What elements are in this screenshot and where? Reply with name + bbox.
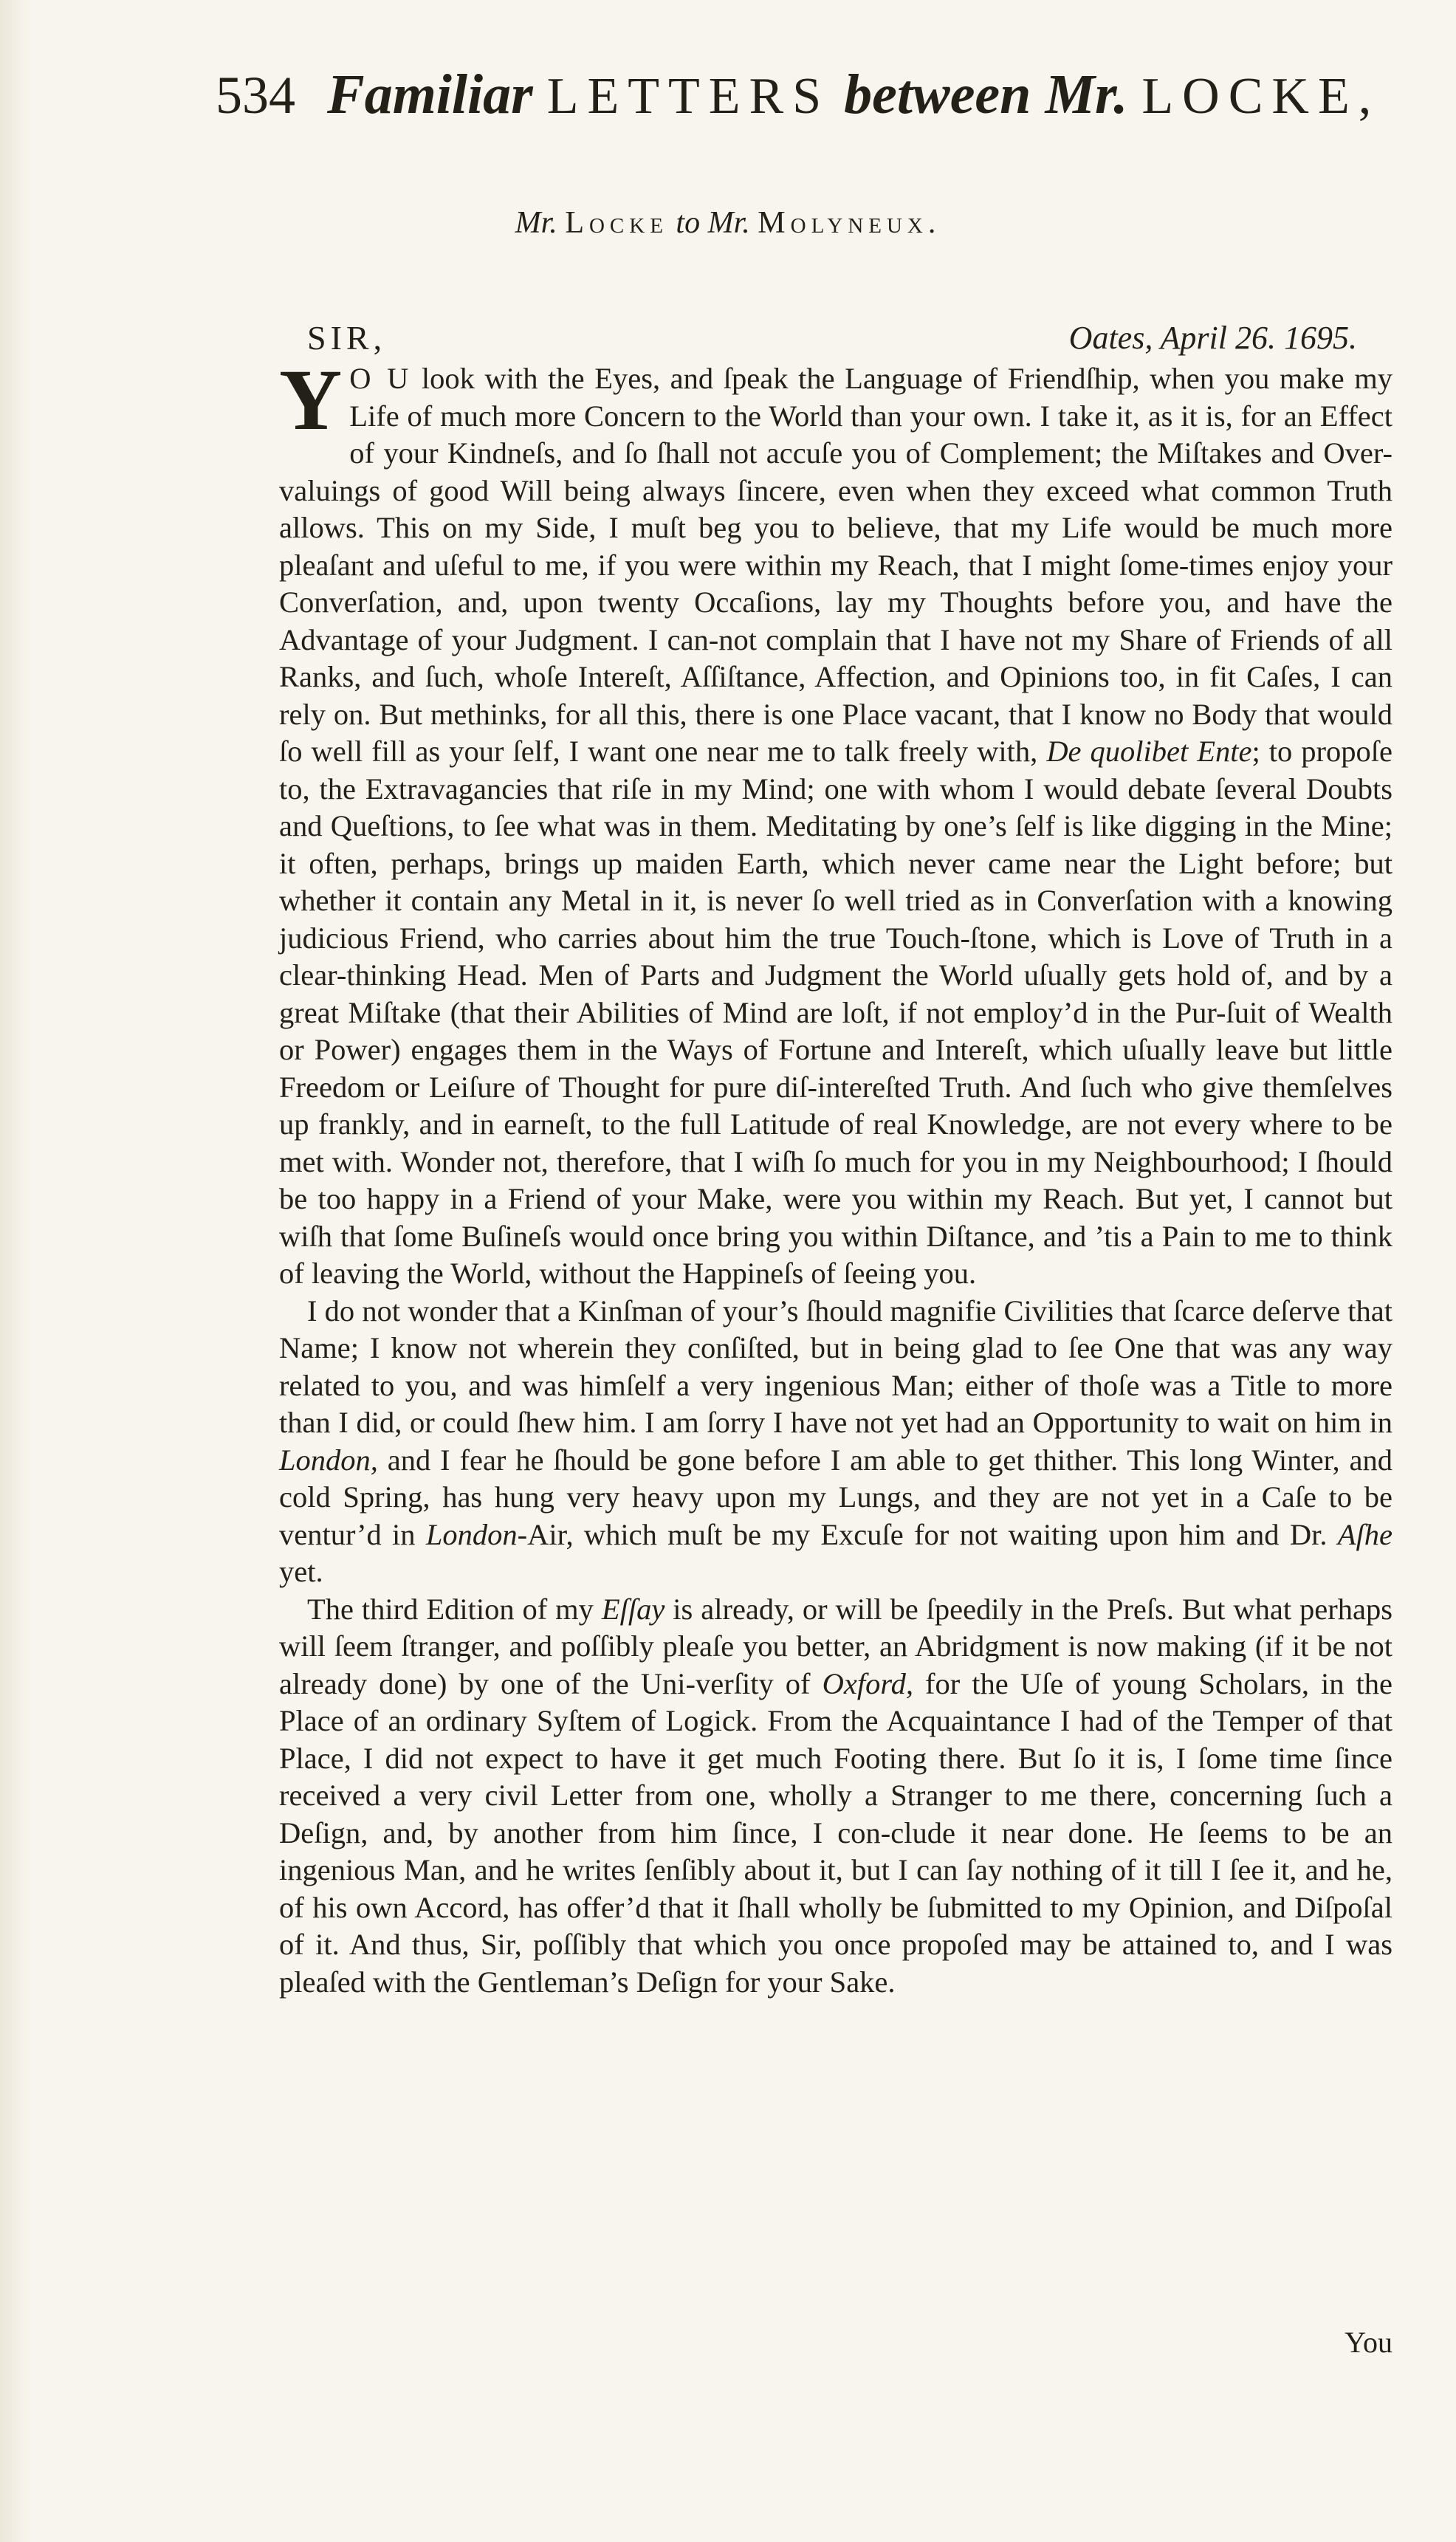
paragraph-3-text-b: is already, or will be ſpeedily in the Preſs. But what perhaps will ſeem ſtranger, and poſſibly pleaſe you better, an Abridgment is now making (if it be not already done) by one of the Uni-verſity of [279, 1592, 1393, 1700]
title-to-word: to [676, 206, 701, 240]
head-word-letters: LETTERS [546, 68, 831, 125]
paragraph-2 [279, 1293, 1393, 1591]
paragraph-3-text-a: The third Edition of my [307, 1592, 594, 1626]
place-london-1: London, [279, 1443, 378, 1477]
paragraph-3-text-c: for the Uſe of young Scholars, in the Place of an ordinary Syſtem of Logick. From the Acquaintance I had of the Temper of that Place, I did not expect to have it get much Footing there. But ſo it is, I ſome time ſince received a very civil Letter from one, wholly a Stranger to me there, concerning ſuch a Deſign, and, by another from him ſince, I con-clude it near done. He ſeems to be an ingenious Man, and he writes ſenſibly about it, but I can ſay nothing of it till I ſee it, and he, of his own Accord, has offer’d that it ſhall wholly be ſubmitted to my Opinion, and Diſpoſal of it. And thus, Sir, poſſibly that which you once propoſed may be attained to, and I was pleaſed with the Gentleman’s Deſign for your Sake. [279, 1666, 1393, 1999]
paragraph-1-text: look with the Eyes, and ſpeak the Language of Friendſhip, when you make my Life of much more Concern to the World than your own. I take it, as it is, for an Effect of your Kindneſs, and ſo ſhall not accuſe you of Complement; the Miſtakes and Over-valuings of good Will being always ſincere, even when they exceed what common Truth allows. This on my Side, I muſt beg you to believe, that my Life would be much more pleaſant and uſeful to me, if you were within my Reach, that I might ſome-times enjoy your Converſation, and, upon twenty Occaſions, lay my Thoughts before you, and have the Advantage of your Judgment. I can-not complain that I have not my Share of Friends of all Ranks, and ſuch, whoſe Intereſt, Aſſiſtance, Affection, and Opinions too, in fit Caſes, I can rely on. But methinks, for all this, there is one Place vacant, that I know no Body that would ſo well fill as your ſelf, I want one near me to talk freely with, [279, 362, 1393, 768]
paragraph-1-continued: ; to propoſe to, the Extravagancies that riſe in my Mind; one with whom I would debate ſeveral Doubts and Queſtions, to ſee what was in them. Meditating by one’s ſelf is like digging in the Mine; it often, perhaps, brings up maiden Earth, which never came near the Light before; but whether it contain any Metal in it, is never ſo well tried as in Converſation with a knowing judicious Friend, who carries about him the true Touch-ſtone, which is Love of Truth in a clear-thinking Head. Men of Parts and Judgment the World uſually gets hold of, and by a great Miſtake (that their Abilities of Mind are loſt, if not employ’d in the Pur-ſuit of Wealth or Power) engages them in the Ways of Fortune and Intereſt, which uſually leave but little Freedom or Leiſure of Thought for pure diſ-intereſted Truth. And ſuch who give themſelves up frankly, and in earneſt, to the full Latitude of real Knowledge, are not every where to be met with. Wonder not, therefore, that I wiſh ſo much for you in my Neighbourhood; I ſhould be too happy in a Friend of your Make, were you within my Reach. But yet, I cannot but wiſh that ſome Buſineſs would once bring you within Diſtance, and ’tis a Pain to me to think of leaving the World, without the Happineſs of ſeeing you. [279, 735, 1393, 1290]
paragraph-1 [279, 351, 1393, 1293]
salutation: SIR, [307, 319, 387, 357]
latin-phrase: De quolibet Ente [1046, 735, 1252, 768]
paragraph-3 [279, 1591, 1393, 2002]
place-oxford: Oxford, [822, 1666, 913, 1700]
drop-cap: Y [279, 351, 343, 448]
name-ashe: Aſhe [1337, 1517, 1393, 1551]
date-day-year: 26. 1695. [1235, 320, 1357, 356]
title-essay: Eſſay [601, 1592, 665, 1626]
running-head [216, 58, 1381, 131]
paragraph-2-text-c: -Air, which muſt be my Excuſe for not waiting upon him and Dr. [517, 1517, 1328, 1551]
page-number: 534 [216, 66, 295, 125]
paragraph-2-text-d: yet. [279, 1555, 323, 1588]
head-word-between: between [844, 63, 1031, 126]
letter-title [0, 201, 1456, 245]
catchword: You [1345, 2326, 1393, 2359]
title-from-name: Locke [565, 206, 668, 240]
title-to-name: Molyneux. [758, 206, 941, 240]
letter-body [279, 351, 1393, 2001]
title-from-mr: Mr. [515, 206, 557, 240]
gutter-shadow [0, 0, 30, 2542]
paragraph-1-caps: O U [349, 362, 412, 395]
title-to-mr: Mr. [707, 206, 750, 240]
date-month: April [1160, 320, 1227, 356]
head-word-locke: LOCKE, [1141, 68, 1381, 125]
dateline [1069, 316, 1357, 360]
place-london-2: London [425, 1517, 518, 1551]
paragraph-2-text-a: I do not wonder that a Kinſman of your’s ſhould magnifie Civilities that ſcarce deſerve that Name; I know not wherein they conſiſted, but in being glad to ſee One that was any way related to you, and was himſelf a very ingenious Man; either of thoſe was a Title to more than I did, or could ſhew him. I am ſorry I have not yet had an Opportunity to wait on him in [279, 1294, 1393, 1439]
paragraph-2-text-b: and I fear he ſhould be gone before I am able to get thither. This long Winter, and cold Spring, has hung very heavy upon my Lungs, and they are not yet in a Caſe to be ventur’d in [279, 1443, 1393, 1551]
head-word-familiar: Familiar [327, 63, 533, 126]
head-word-mr: Mr. [1045, 63, 1128, 126]
date-place: Oates, [1068, 320, 1153, 356]
